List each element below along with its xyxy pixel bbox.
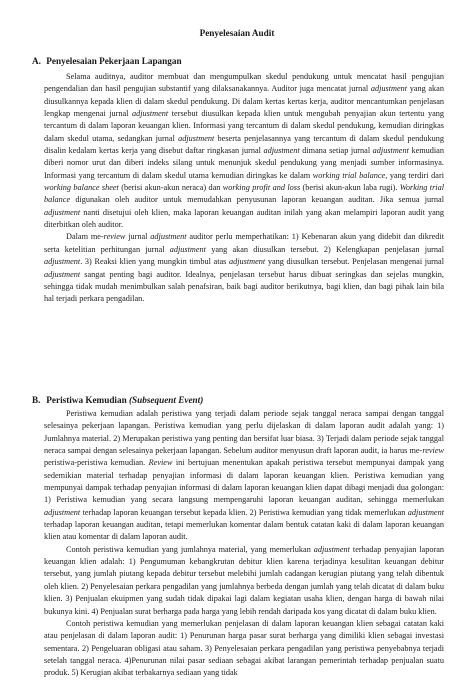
text-run: beserta penjelasannya yang tercantum di dalam skedul pendukung disalin kedalam kertas kerja yang disebut daftar ringkasan jurnal — [44, 133, 445, 156]
italic-term: adjustment — [44, 257, 81, 267]
italic-term: adjustment — [132, 109, 169, 119]
section-b-number: B. — [32, 395, 41, 405]
italic-term: adjustment — [370, 84, 408, 94]
section-b-paragraph-3 — [44, 618, 444, 680]
text-run: jurnal — [125, 232, 151, 242]
italic-term: adjustment — [44, 507, 81, 517]
italic-term: adjustment — [178, 133, 215, 143]
italic-term: adjustment — [229, 257, 266, 267]
italic-term: adjustment — [44, 207, 81, 217]
section-b-title-english: (Subsequent Event) — [128, 395, 204, 405]
text-run: tersebut diusulkan kepada klien untuk mengubah penyajian akun tertentu yang tercantum di dalam laporan keuangan klien. Informasi yang tercantum di dalam skedul pendukung, kemudian diringkas dalam skedul utama, sedangkan jurnal — [44, 109, 444, 143]
text-run: Dalam me- — [66, 232, 104, 242]
italic-term: review — [422, 446, 444, 456]
italic-term: working profit and loss — [222, 183, 301, 193]
text-run: sangat penting bagi auditor. Idealnya, penjelasan tersebut harus dibuat seringkas dan sejelas mungkin, sehingga tidak mudah menimbulkan salah penafsiran, baik bagi auditor berikutnya, bagi klien, dan bagi pihak lain bila hal terjadi perkara pengadilan. — [44, 269, 444, 304]
text-run: Selama auditnya, auditor membuat dan mengumpulkan skedul pendukung untuk mencatat hasil pengujian pengendalian dan hasil pengujian substantif yang dilaksanakannya. Auditor juga mencatat jurnal — [44, 72, 444, 94]
text-run: kemudian diberi nomor urut dan diberi indeks silang untuk menunjuk skedul pendukung yang menjadi sumber informasinya. Informasi yang tercantum di dalam skedul utama kemudian diringkas ke dalam — [44, 146, 444, 180]
italic-term: adjustment — [407, 507, 444, 517]
text-run: dimana setiap jurnal — [299, 146, 373, 156]
italic-term: Review — [148, 458, 173, 468]
text-run: Peristiwa kemudian adalah peristiwa yang terjadi dalam periode sejak tanggal neraca sampai dengan tanggal selesainya pekerjaan lapangan. Peristiwa kemudian yang perlu dijelaskan di dalam laporan audit adalah yang: 1) Jumlahnya material. 2) Merupakan peristiwa yang penting dan bersifat luar biasa. 3) Terjadi dalam periode sejak tanggal neraca sampai dengan selesainya pekerjaan lapangan. Sebelum auditor menyusun draft laporan audit, ia harus me- — [44, 409, 444, 456]
text-run: Contoh peristiwa kemudian yang jumlahnya material, yang memerlukan — [66, 544, 314, 554]
text-run: digunakan oleh auditor untuk memudahkan penyusunan laporan keuangan auditan. Jika semua jurnal — [70, 195, 444, 205]
section-b-body — [44, 408, 444, 680]
italic-term: adjustment — [313, 544, 350, 554]
italic-term: review — [103, 232, 126, 242]
text-run: (berisi akun-akun laba rugi). — [300, 183, 400, 193]
page-title: Penyelesaian Audit — [199, 28, 275, 38]
italic-term: adjustment — [372, 146, 409, 156]
italic-term: adjustment — [169, 244, 206, 254]
text-run: yang diusulkan tersebut. Penjelasan mengenai jurnal — [265, 257, 444, 267]
section-b-paragraph-2 — [44, 544, 444, 618]
italic-term: adjustment — [263, 146, 300, 156]
text-run: , yang terdiri dari — [385, 170, 444, 180]
italic-term: adjustment — [44, 269, 81, 279]
italic-term: working trial balance — [312, 170, 386, 180]
section-a-paragraph-2 — [44, 231, 444, 305]
section-a-title: Penyelesaian Pekerjaan Lapangan — [46, 56, 182, 66]
text-run: terhadap penyajian laporan keuangan klien adalah: 1) Pengumuman kebangkrutan debitur klien karena terjadinya kesulitan keuangan debitur tersebut, yang jumlah piutang kepada debitur tersebut melebihi jumlah cadangan kerugian piutang yang telah dibentuk oleh klien. 2) Penyelesaian perkara pengadilan yang jumlahnya berbeda dengan jumlah yang telah dicatat di dalam buku klien. 3) Penjualan ekuipmen yang sudah tidak dipakai lagi dalam kegiatan usaha klien, dengan harga di bawah nilai bukunya kini. 4) Penjualan surat berharga pada harga yang lebih rendah daripada kos yang dicatat di dalam buku klien. — [44, 544, 444, 616]
text-run: yang akan diusulkan tersebut. 2) Kelengkapan penjelasan jurnal — [205, 244, 444, 254]
section-a-paragraph-1 — [44, 71, 444, 231]
text-run: . 3) Reaksi klien yang mungkin timbul atas — [80, 257, 230, 267]
section-b-title: Peristiwa Kemudian — [46, 395, 127, 405]
text-run: yang akan diusulkannya kepada klien di dalam skedul pendukung. Di dalam kertas kertas kerja, auditor mencantumkan penjelasan lengkap mengenai jurnal — [44, 84, 444, 119]
text-run: auditor perlu memperhatikan: 1) Kebenaran akun yang didebit dan dikredit serta ketelitian perhitungan jurnal — [44, 232, 444, 254]
italic-term: Working trial balance — [44, 183, 444, 205]
italic-term: adjustment — [150, 232, 187, 242]
section-a-heading — [32, 56, 182, 66]
text-run: ini bertujuan menentukan apakah peristiwa tersebut mempunyai dampak yang sedemikian material terhadap penyajian informasi di dalam laporan keuangan klien. Peristiwa kemudian yang mempunyai dampak terhadap penyajian informasi di dalam laporan keuangan klien dapat dibagi menjadi dua golongan: 1) Peristiwa kemudian yang secara langsung mempengaruhi laporan keuangan auditan, sehingga memerlukan — [44, 458, 444, 505]
text-run: (berisi akun-akun neraca) dan — [118, 183, 223, 193]
text-run: terhadap laporan keuangan auditan, tetapi memerlukan komentar dalam bentuk catatan kaki di dalam laporan keuangan klien atau komentar di dalam laporan audit. — [44, 520, 444, 542]
text-run: Contoh peristiwa kemudian yang memerlukan penjelasan di dalam laporan keuangan klien sebagai catatan kaki atau penjelasan di dalam laporan audit: 1) Penurunan harga pasar surat berharga yang dimiliki klien sebagai investasi sementara. 2) Pengeluaran obligasi atau saham. 3) Penyelesaian perkara pengadilan yang peristiwa penyebabnya terjadi setelah tanggal neraca. 4)Penurunan nilai pasar sediaan sebagai akibat larangan pemerintah terhadap penjualan suatu produk. 5) Kerugian akibat terbakarnya sediaan yang tidak — [44, 618, 444, 678]
section-a-body — [44, 71, 444, 306]
text-run: nanti disetujui oleh klien, maka laporan keuangan auditan inilah yang akan melampiri laporan audit yang diterbitkan oleh auditor. — [44, 207, 444, 230]
section-b-paragraph-1 — [44, 408, 444, 544]
section-a-number: A. — [32, 56, 41, 66]
text-run: terhadap laporan keuangan tersebut kepada klien. 2) Peristiwa kemudian yang tidak memerlukan — [80, 507, 408, 517]
text-run: peristiwa-peristiwa kemudian. — [44, 458, 149, 468]
section-b-heading — [32, 395, 203, 405]
italic-term: working balance sheet — [44, 183, 119, 193]
